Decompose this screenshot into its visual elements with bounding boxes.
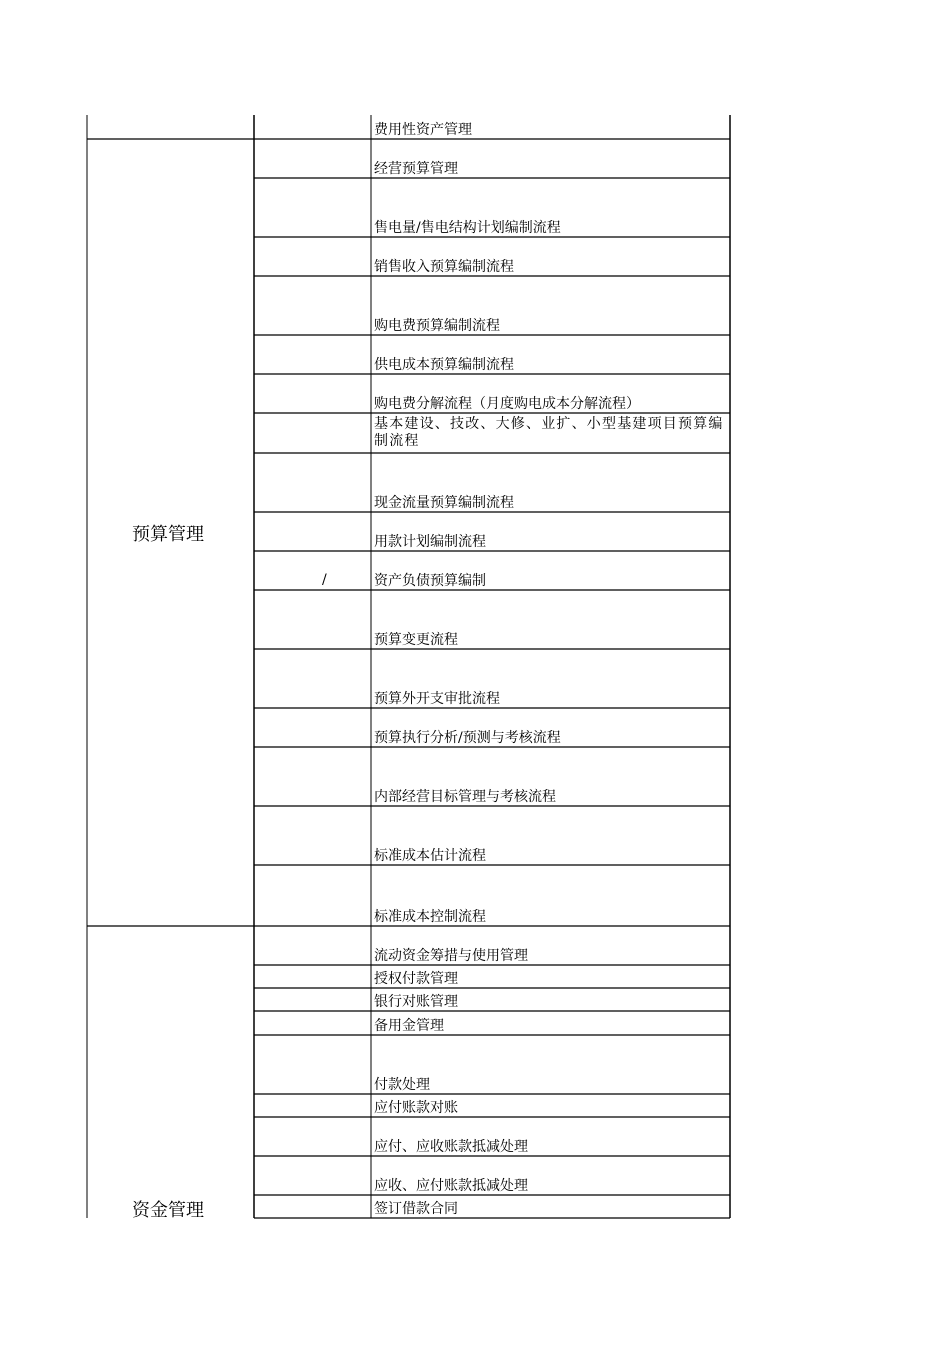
process-cell: 现金流量预算编制流程 [374,495,514,511]
process-cell: 流动资金筹措与使用管理 [374,948,528,964]
process-cell: 资产负债预算编制 [374,573,486,589]
process-cell: 费用性资产管理 [374,122,472,138]
process-cell: 购电费预算编制流程 [374,318,500,334]
process-cell: 标准成本控制流程 [374,909,486,925]
process-cell: 内部经营目标管理与考核流程 [374,789,556,805]
process-cell: 预算外开支审批流程 [374,691,500,707]
category-label-funds: 资金管理 [132,1200,204,1221]
process-cell: 付款处理 [374,1077,430,1093]
process-cell: 供电成本预算编制流程 [374,357,514,373]
process-cell: 签订借款合同 [374,1201,458,1217]
process-cell: 银行对账管理 [374,994,458,1010]
process-cell: 授权付款管理 [374,971,458,987]
category-label-budget: 预算管理 [132,524,204,545]
process-cell: 备用金管理 [374,1018,444,1034]
process-cell: 应付、应收账款抵减处理 [374,1139,528,1155]
process-cell: 预算执行分析/预测与考核流程 [374,730,561,746]
process-cell: 预算变更流程 [374,632,458,648]
process-cell: 标准成本估计流程 [374,848,486,864]
code-cell-mark: / [322,572,327,588]
process-cell: 购电费分解流程（月度购电成本分解流程） [374,396,640,412]
process-cell: 售电量/售电结构计划编制流程 [374,220,561,236]
process-cell: 销售收入预算编制流程 [374,259,514,275]
process-cell: 基本建设、技改、大修、业扩、小型基建项目预算编制流程 [374,416,724,449]
process-cell: 经营预算管理 [374,161,458,177]
process-cell: 应收、应付账款抵减处理 [374,1178,528,1194]
process-cell: 用款计划编制流程 [374,534,486,550]
process-cell: 应付账款对账 [374,1100,458,1116]
